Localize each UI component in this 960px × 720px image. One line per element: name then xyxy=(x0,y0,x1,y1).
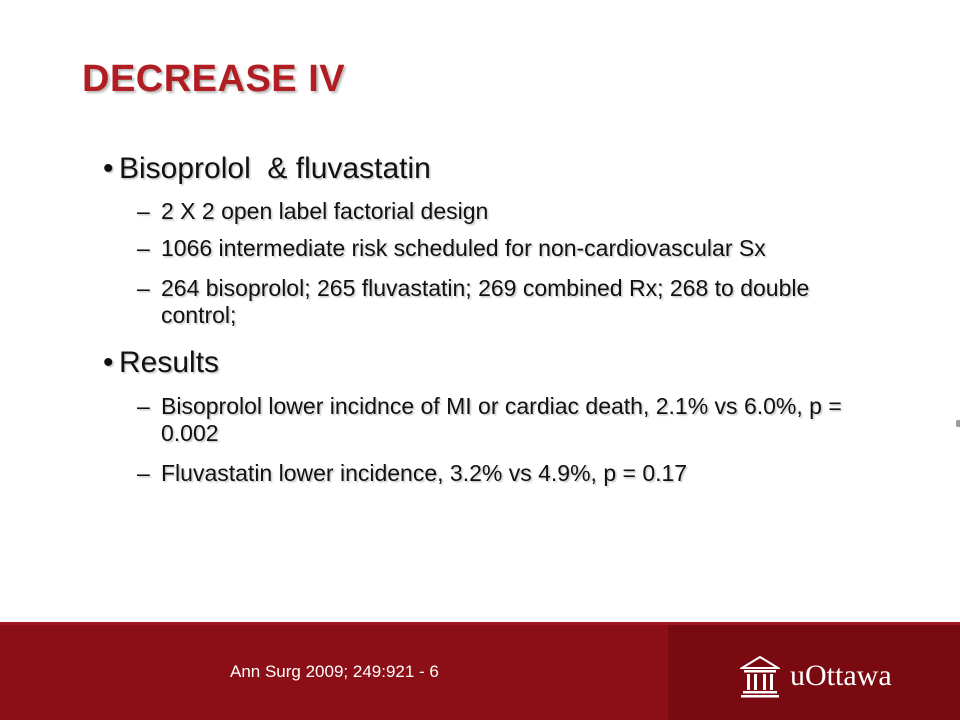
sub-item-groups xyxy=(137,275,837,329)
sub-item-text: Fluvastatin lower incidence, 3.2% vs 4.9%, p = 0.17 xyxy=(161,460,688,486)
bullet-icon: • xyxy=(103,346,114,379)
edge-mark xyxy=(956,420,960,427)
sub-item-bisoprolol-result xyxy=(137,393,852,447)
dash-icon: – xyxy=(137,198,150,224)
uottawa-wordmark: uOttawa xyxy=(790,659,892,692)
footer-bar xyxy=(0,622,960,720)
dash-icon: – xyxy=(137,275,150,301)
sub-item-population xyxy=(137,235,877,262)
bullet-text: Bisoprolol & fluvastatin xyxy=(119,152,431,185)
bullet-icon: • xyxy=(103,152,114,185)
dash-icon: – xyxy=(137,460,150,486)
bullet-item-bisoprolol-fluvastatin xyxy=(103,152,431,186)
sub-item-text: 264 bisoprolol; 265 fluvastatin; 269 combined Rx; 268 to double control; xyxy=(161,275,810,328)
bullet-text: Results xyxy=(119,346,220,379)
sub-item-fluvastatin-result xyxy=(137,460,877,487)
dash-icon: – xyxy=(137,235,150,261)
sub-item-text: 1066 intermediate risk scheduled for non-cardiovascular Sx xyxy=(161,235,766,261)
dash-icon: – xyxy=(137,393,150,419)
slide-title: DECREASE IV xyxy=(82,58,346,100)
university-building-icon xyxy=(740,655,780,699)
sub-item-text: 2 X 2 open label factorial design xyxy=(161,198,489,224)
sub-item-design xyxy=(137,198,877,225)
citation: Ann Surg 2009; 249:921 - 6 xyxy=(230,662,439,681)
bullet-item-results xyxy=(103,346,219,380)
sub-item-text: Bisoprolol lower incidnce of MI or cardiac death, 2.1% vs 6.0%, p = 0.002 xyxy=(161,393,842,446)
